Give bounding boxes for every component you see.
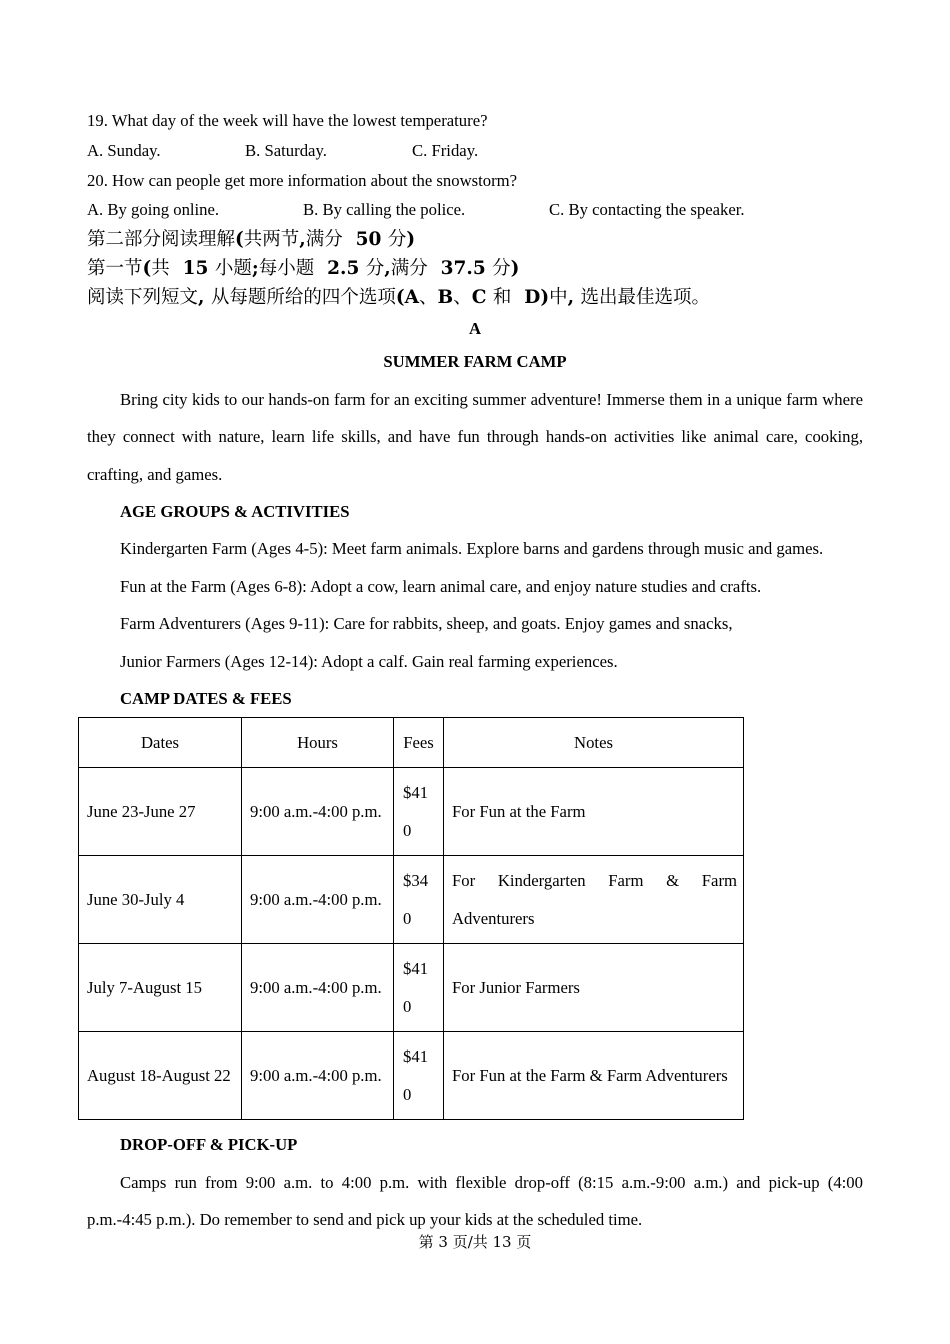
latin-bold-run: ; [251,258,259,279]
table-row [79,856,744,944]
age-group-item: Kindergarten Farm (Ages 4-5): Meet farm animals. Explore barns and gardens through music and games. [120,539,824,558]
cell-dates: June 30-July 4 [79,856,242,944]
age-groups-list [120,530,823,680]
cjk-run: 小题 [214,258,252,279]
dropoff-paragraph [87,1164,863,1238]
latin-bold-run: ( [142,258,152,279]
cjk-run: 中 [549,287,568,308]
latin-bold-run: 37.5 [427,258,493,279]
header-dates: Dates [79,718,242,768]
table-head [79,718,744,768]
cell-notes: For Junior Farmers [444,944,744,1032]
cell-fees: $410 [394,944,444,1032]
latin-bold-run: ( [235,229,244,250]
cell-hours: 9:00 a.m.-4:00 p.m. [242,768,394,856]
latin-bold-run: C [471,287,493,308]
cjk-run: 分 [365,258,385,279]
dropoff-line: Camps run from 9:00 a.m. to 4:00 p.m. with flexible drop-off (8:15 a.m.-9:00 a.m.) and pick-up (4:00 [120,1173,863,1192]
question-20-option-a: A. By going online. [87,200,220,219]
page-number: 第 3 页/共 13 页 [418,1233,532,1251]
cjk-run: 满分 [390,258,428,279]
cell-fees: $410 [394,768,444,856]
cjk-run: 分 [387,229,407,250]
latin-bold-run: , [384,258,391,279]
question-20-options [0,198,950,222]
question-20-option-b: B. By calling the police. [303,200,466,219]
question-19-options [0,139,950,163]
table-row [79,944,744,1032]
latin-bold-run: ) [406,229,416,250]
question-20-option-c: C. By contacting the speaker. [549,200,745,219]
table-row [79,768,744,856]
cjk-run: 分 [492,258,511,279]
age-group-item: Farm Adventurers (Ages 9-11): Care for rabbits, sheep, and goats. Enjoy games and snacks, [120,614,733,634]
table-header-row [79,718,744,768]
latin-bold-run: , [567,287,581,308]
latin-bold-run: D) [511,287,550,308]
question-19-option-b: B. Saturday. [245,141,327,160]
header-fees: Fees [394,718,444,768]
cell-dates: June 23-June 27 [79,768,242,856]
intro-line: Bring city kids to our hands-on farm for an exciting summer adventure! Immerse them in a unique farm where [120,390,863,409]
cell-dates: August 18-August 22 [79,1032,242,1120]
camp-dates-heading: CAMP DATES & FEES [120,689,292,708]
latin-bold-run: (A [395,287,420,308]
intro-paragraph [87,381,863,493]
cjk-run: 满分 [305,229,343,250]
intro-line: crafting, and games. [87,464,223,484]
cell-hours: 9:00 a.m.-4:00 p.m. [242,944,394,1032]
latin-bold-run: B [437,287,454,308]
cell-fees: $410 [394,1032,444,1120]
cjk-run: 和 [492,287,512,308]
passage-title: SUMMER FARM CAMP [383,352,567,371]
cjk-run: 阅读下列短文 [87,287,199,308]
cjk-run: 共两节 [243,229,300,250]
cell-hours: 9:00 a.m.-4:00 p.m. [242,856,394,944]
age-groups-heading: AGE GROUPS & ACTIVITIES [120,502,350,521]
part-two-title [87,226,415,254]
cell-notes: For Fun at the Farm [444,768,744,856]
latin-bold-run: , [198,287,211,308]
cell-dates: July 7-August 15 [79,944,242,1032]
cjk-run: 从每题所给的四个选项 [210,287,396,308]
dropoff-line: p.m.-4:45 p.m.). Do remember to send and pick up your kids at the scheduled time. [87,1210,643,1229]
latin-bold-run: 50 [342,229,388,250]
section-one-title [87,255,519,283]
latin-bold-run: 2.5 [314,258,366,279]
question-20-stem: 20. How can people get more information about the snowstorm? [87,171,518,190]
age-group-item: Junior Farmers (Ages 12-14): Adopt a calf. Gain real farming experiences. [120,651,618,671]
cjk-run: 、 [419,287,438,308]
question-19-option-a: A. Sunday. [87,141,161,160]
cell-hours: 9:00 a.m.-4:00 p.m. [242,1032,394,1120]
table-row [79,1032,744,1120]
dropoff-pickup-heading: DROP-OFF & PICK-UP [120,1135,298,1154]
latin-bold-run: , [299,229,306,250]
cjk-run: 每小题 [258,258,315,279]
cjk-run: 共 [151,258,170,279]
intro-line: they connect with nature, learn life skills, and have fun through hands-on activities like animal care, cooking, [87,427,863,447]
cell-fees: $340 [394,856,444,944]
header-notes: Notes [444,718,744,768]
cjk-run: 第一节 [87,258,143,279]
cjk-run: 第二部分阅读理解 [87,229,236,250]
age-group-item: Fun at the Farm (Ages 6-8): Adopt a cow, learn animal care, and enjoy nature studies and crafts. [120,576,762,596]
passage-label: A [468,319,482,338]
table-body [79,768,744,1120]
camp-schedule-table [78,717,744,1120]
question-19-option-c: C. Friday. [412,141,479,160]
latin-bold-run: ) [510,258,520,279]
question-19-stem: 19. What day of the week will have the lowest temperature? [87,111,488,130]
cell-notes: For Kindergarten Farm & Farm Adventurers [444,856,744,944]
header-hours: Hours [242,718,394,768]
cell-notes: For Fun at the Farm & Farm Adventurers [444,1032,744,1120]
cjk-run: 选出最佳选项。 [580,287,710,308]
latin-bold-run: 15 [169,258,215,279]
cjk-run: 、 [453,287,472,308]
reading-instructions [87,284,710,312]
